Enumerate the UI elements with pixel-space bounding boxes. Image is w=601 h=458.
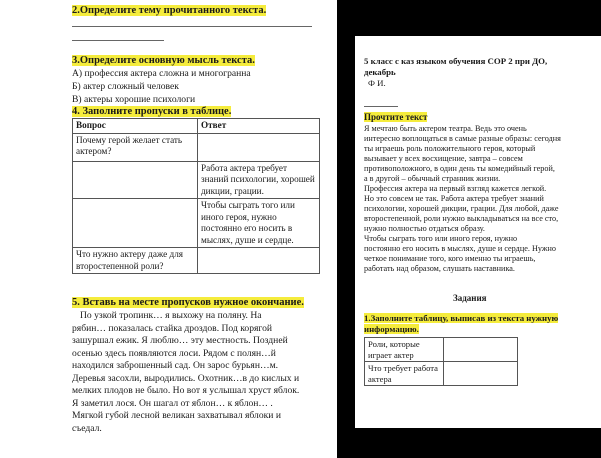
task-1	[364, 313, 564, 335]
table-cell[interactable]	[444, 338, 518, 362]
text-line: Чтобы сыграть того или иного героя, нужно	[364, 234, 518, 243]
table-row	[73, 248, 320, 274]
text-line: интересно воплощаться в самые разные образы: сегодня	[364, 134, 561, 143]
table-header-row	[73, 119, 320, 134]
text-line: второстепенной, роли нужно выкладываться на все сто,	[364, 214, 559, 223]
option-c: В) актеры хорошие психологи	[72, 94, 196, 105]
option-b: Б) актер сложный человек	[72, 81, 179, 92]
table-row	[73, 199, 320, 248]
text-line: ты играешь роль положительного героя, который	[364, 144, 536, 153]
table-cell: Чтобы сыграть того или иного героя, нужно постоянно его носить в мыслях, душе и сердце.	[198, 199, 320, 248]
text-line: осенью здесь появляются лоси. Рядом с полян…й	[72, 347, 276, 359]
text-line: нужно полностью отдаться образу.	[364, 224, 485, 233]
text-line: Мягкой губой лесной великан захватывал яблоки и	[72, 410, 281, 421]
answer-line	[72, 40, 164, 41]
reading-text	[364, 124, 601, 274]
text-line: противоположного, в один день ты комедийный герой,	[364, 164, 555, 173]
text-line: Профессия актера на первый взгляд кажется легкой.	[364, 184, 547, 193]
table-row	[365, 338, 518, 362]
table-row	[73, 161, 320, 199]
text-line: Я заметил лося. Он шагал от яблон… к яблон… .	[72, 397, 273, 409]
table-cell: Почему герой желает стать актером?	[73, 133, 198, 161]
question-4-table	[72, 118, 320, 274]
text-line: вызывает у всех восхищение, завтра – совсем	[364, 154, 523, 163]
question-2-title: 2.Определите тему прочитанного текста.	[72, 5, 267, 16]
read-text-title: Прочтите текст	[364, 112, 428, 122]
text-line: а в другой – обычный странник жизни.	[364, 174, 501, 183]
table-cell: Что требует работа актера	[365, 362, 444, 386]
answer-line	[364, 106, 398, 107]
text-line: мелких плодов не было. Но вот я услышал хруст яблок.	[72, 385, 300, 396]
table-cell[interactable]	[444, 362, 518, 386]
column-header-answer: Ответ	[198, 119, 320, 134]
table-cell[interactable]	[198, 133, 320, 161]
task-1-text: 1.Заполните таблицу, выписав из текста нужную информацию.	[364, 313, 559, 334]
header-line: 5 класс с каз языком обучения СОР 2 при ДО,	[364, 56, 548, 66]
table-cell: Что нужно актеру даже для второстепенной роли?	[73, 248, 198, 274]
table-cell[interactable]	[73, 161, 198, 199]
text-line: психологии, хорошей дикции, грации. Для любой, даже	[364, 204, 559, 213]
table-row	[73, 133, 320, 161]
text-line: съедал.	[72, 422, 102, 434]
text-line: находился заброшенный сад. Он зарос бурьян…м.	[72, 360, 279, 371]
question-4-title: 4. Заполните пропуски в таблице.	[72, 106, 232, 117]
text-line: четкое понимание того, кого именно ты играешь,	[364, 254, 536, 263]
text-line: работать над образом, слушать наставника.	[364, 264, 515, 273]
text-line: постоянно его носить в мыслях, душе и сердце. Нужно	[364, 244, 556, 253]
question-5-title: 5. Вставь на месте пропусков нужное окончание.	[72, 297, 304, 308]
table-cell[interactable]	[73, 199, 198, 248]
text-line: Я мечтаю быть актером театра. Ведь это очень	[364, 124, 527, 133]
table-cell: Роли, которые играет актер	[365, 338, 444, 362]
task-1-table	[364, 337, 518, 386]
option-a: А) профессия актера сложна и многогранна	[72, 68, 251, 79]
worksheet-right-page	[355, 36, 601, 428]
header-line: декабрь	[364, 67, 396, 77]
question-3-title: 3.Определите основную мысль текста.	[72, 55, 255, 66]
table-cell: Работа актера требует знаний психологии, хорошей дикции, грации.	[198, 161, 320, 199]
text-line: Но это совсем не так. Работа актера требует знаний	[364, 194, 544, 203]
question-5-text	[72, 310, 334, 435]
table-row	[365, 362, 518, 386]
text-line: Деревья засохли, выродились. Охотник…в до кислых и	[72, 372, 300, 384]
sheet-header	[364, 56, 547, 89]
text-line: По узкой тропинк… я выхожу на поляну. На	[80, 310, 262, 321]
header-line: Ф И.	[368, 78, 386, 88]
text-line: рябин… показалась стайка дроздов. Под корягой	[72, 322, 273, 334]
text-line: зашуршал ежик. Я люблю… эту местность. Поздней	[72, 335, 288, 346]
tasks-title: Задания	[453, 293, 487, 303]
table-cell[interactable]	[198, 248, 320, 274]
answer-line	[72, 26, 312, 27]
column-header-question: Вопрос	[73, 119, 198, 134]
